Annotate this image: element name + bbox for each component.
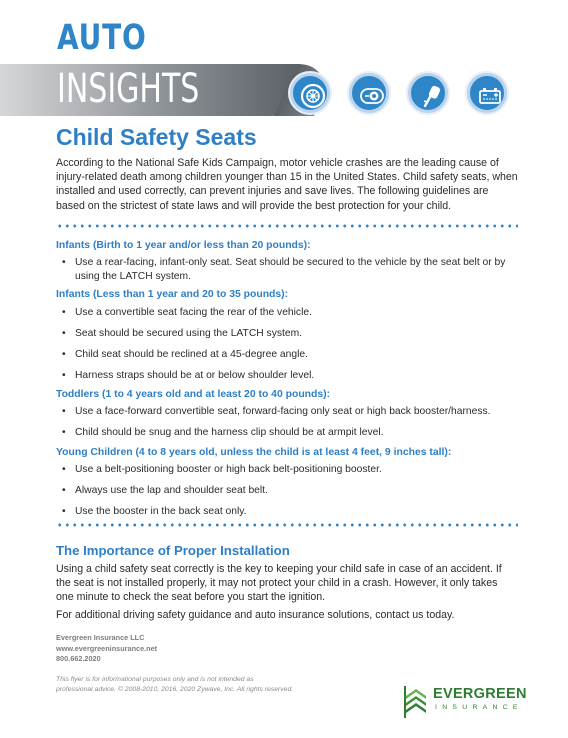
installation-heading: The Importance of Proper Installation xyxy=(56,543,290,558)
list-item: • Child seat should be reclined at a 45-degree angle. xyxy=(62,349,308,360)
list-item: • Harness straps should be at or below shoulder level. xyxy=(62,370,315,381)
evergreen-logo xyxy=(404,684,534,720)
disclaimer: This flyer is for informational purposes only and is not intended as professional advice. © 2008-2010, 2016, 2020 Zywave, Inc. All rights reserved. xyxy=(56,676,294,693)
list-item: • Child should be snug and the harness clip should be at armpit level. xyxy=(62,427,384,438)
list-item: • Use a convertible seat facing the rear of the vehicle. xyxy=(62,307,312,318)
brand-insights-text: INSIGHTS xyxy=(57,66,200,112)
dotted-divider xyxy=(56,523,518,527)
list-item: • Use the booster in the back seat only. xyxy=(62,506,247,517)
section-heading-young-children: Young Children (4 to 8 years old, unless the child is at least 4 feet, 9 inches tall): xyxy=(56,447,452,458)
page-title: Child Safety Seats xyxy=(56,124,257,150)
contact-paragraph: For additional driving safety guidance and auto insurance solutions, contact us today. xyxy=(56,609,455,621)
logo-tagline: INSURANCE xyxy=(435,704,523,711)
evergreen-tree-icon xyxy=(404,686,428,718)
header-banner xyxy=(0,0,568,130)
tire-icon xyxy=(290,73,330,113)
logo-wordmark: EVERGREEN xyxy=(433,686,527,702)
list-item: • Use a face-forward convertible seat, forward-facing only seat or high back booster/harness. xyxy=(62,406,491,417)
section-heading-toddlers: Toddlers (1 to 4 years old and at least 20 to 40 pounds): xyxy=(56,389,331,400)
brand-auto-text: AUTO xyxy=(57,18,147,58)
section-heading-infants-birth: Infants (Birth to 1 year and/or less than 20 pounds): xyxy=(56,240,311,251)
installation-paragraph: Using a child safety seat correctly is the key to keeping your child safe in case of an accident. If the seat is not installed properly, it may not protect your child in a crash. However, it only takes one minute to check the seat before you start the ignition. xyxy=(56,563,502,604)
list-item: • Use a rear-facing, infant-only seat. Seat should be secured to the vehicle by the seat belt or by using the LATCH system. xyxy=(62,257,506,282)
section-heading-infants-20-35: Infants (Less than 1 year and 20 to 35 pounds): xyxy=(56,289,289,300)
intro-paragraph: According to the National Safe Kids Campaign, motor vehicle crashes are the leading cause of injury-related death among children younger than 15 in the United States. Child safety seats, when installed and used correctly, can prevent injuries and save lives. The following guidelines are based on the strictest of state laws and will provide the best protection for your child. xyxy=(56,157,518,212)
company-phone: 800.662.2020 xyxy=(56,654,101,663)
list-item: • Use a belt-positioning booster or high back belt-positioning booster. xyxy=(62,464,382,475)
list-item: • Always use the lap and shoulder seat belt. xyxy=(62,485,268,496)
dotted-divider xyxy=(56,224,518,228)
company-website: www.evergreeninsurance.net xyxy=(56,643,158,653)
speedometer-gauge-icon xyxy=(349,73,389,113)
car-battery-icon xyxy=(467,73,507,113)
company-info xyxy=(56,633,157,665)
list-item: • Seat should be secured using the LATCH system. xyxy=(62,328,303,339)
car-key-icon xyxy=(408,73,448,113)
company-name: Evergreen Insurance LLC xyxy=(56,633,145,642)
